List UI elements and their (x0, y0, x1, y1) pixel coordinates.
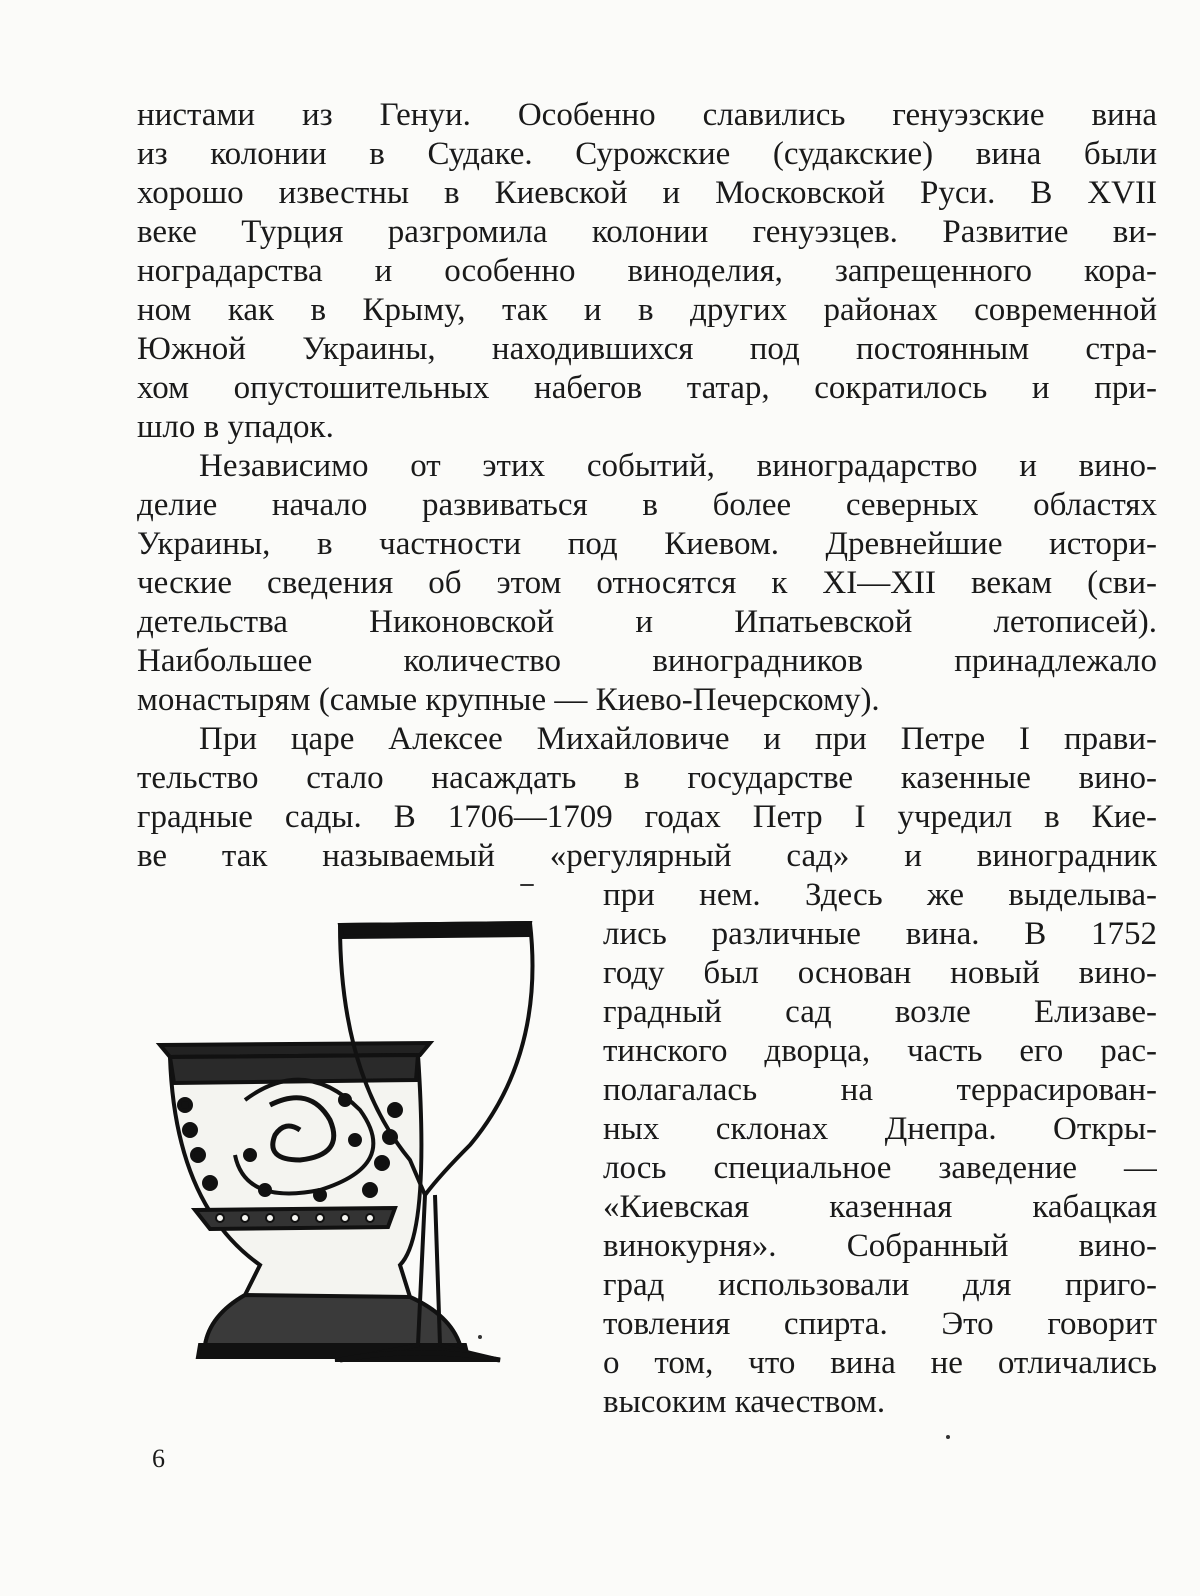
text-line: тельство стало насаждать в государстве казенные вино- (137, 760, 1157, 796)
text-line: град использовали для приго- (603, 1267, 1157, 1303)
text-line: «Киевская казенная кабацкая (603, 1189, 1157, 1225)
text-line: высоким качеством. (603, 1384, 886, 1420)
text-line: веке Турция разгромила колонии генуэзцев. Развитие ви- (137, 214, 1157, 250)
text-line: монастырям (самые крупные — Киево-Печерскому). (137, 682, 880, 718)
text-line: винокурня». Собранный вино- (603, 1228, 1157, 1264)
text-line: детельства Никоновской и Ипатьевской летописей). (137, 604, 1157, 640)
text-line: о том, что вина не отличались (603, 1345, 1157, 1381)
text-line: тинского дворца, часть его рас- (603, 1033, 1157, 1069)
text-line: градный сад возле Елизаве- (603, 994, 1157, 1030)
text-line: Украины, в частности под Киевом. Древнейшие истори- (137, 526, 1157, 562)
text-line: хорошо известны в Киевской и Московской Руси. В XVII (137, 175, 1157, 211)
text-line: ных склонах Днепра. Откры- (603, 1111, 1157, 1147)
text-line: при нем. Здесь же выделыва- (603, 877, 1157, 913)
goblet-and-wineglass-illustration (150, 905, 570, 1385)
text-line: ческие сведения об этом относятся к XI—XII векам (сви- (137, 565, 1157, 601)
text-line: лись различные вина. В 1752 (603, 916, 1157, 952)
main-text-column (137, 96, 1157, 876)
text-line: лось специальное заведение — (603, 1150, 1157, 1186)
page-number: 6 (152, 1444, 165, 1473)
text-line: Южной Украины, находившихся под постоянным стра- (137, 331, 1157, 367)
print-speck (478, 1335, 482, 1339)
text-line: градные сады. В 1706—1709 годах Петр I учредил в Кие- (137, 799, 1157, 835)
ornamented-goblet (160, 1043, 468, 1357)
text-line: При царе Алексее Михайловиче и при Петре I прави- (199, 721, 1157, 757)
text-line: ноградарства и особенно виноделия, запрещенного кора- (137, 253, 1157, 289)
text-line: шло в упадок. (137, 409, 334, 445)
text-line: Независимо от этих событий, виноградарство и вино- (199, 448, 1157, 484)
text-line: году был основан новый вино- (603, 955, 1157, 991)
text-line: товления спирта. Это говорит (603, 1306, 1157, 1342)
text-line: нистами из Генуи. Особенно славились генуэзские вина (137, 97, 1157, 133)
text-line: хом опустошительных набегов татар, сократилось и при- (137, 370, 1157, 406)
print-speck (946, 1435, 950, 1439)
text-line: ном как в Крыму, так и в других районах современной (137, 292, 1157, 328)
print-speck (520, 884, 534, 886)
text-line: делие начало развиваться в более северных областях (137, 487, 1157, 523)
text-line: ве так называемый «регулярный сад» и виноградник (137, 838, 1157, 874)
side-text-column (603, 876, 1157, 1422)
text-line: полагалась на террасирован- (603, 1072, 1157, 1108)
text-line: из колонии в Судаке. Сурожские (судакские) вина были (137, 136, 1157, 172)
text-line: Наибольшее количество виноградников принадлежало (137, 643, 1157, 679)
